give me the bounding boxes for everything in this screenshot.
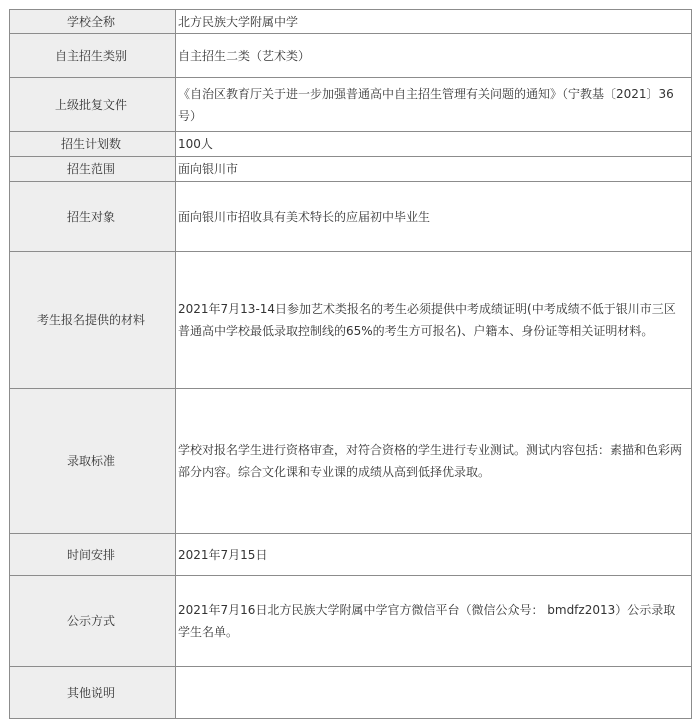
row-label: 自主招生类别 <box>10 34 176 78</box>
row-required-materials <box>10 252 692 389</box>
row-admission-criteria <box>10 389 692 534</box>
row-label: 公示方式 <box>10 576 176 667</box>
row-target-students <box>10 182 692 252</box>
row-value: 面向银川市招收具有美术特长的应届初中毕业生 <box>176 182 692 252</box>
row-value: 2021年7月13-14日参加艺术类报名的考生必须提供中考成绩证明(中考成绩不低于银川市三区普通高中学校最低录取控制线的65%的考生方可报名)、户籍本、身份证等相关证明材料。 <box>176 252 692 389</box>
row-label: 上级批复文件 <box>10 78 176 132</box>
row-value: 2021年7月15日 <box>176 534 692 576</box>
row-label: 学校全称 <box>10 10 176 34</box>
admission-info-table <box>9 9 692 719</box>
row-label: 招生计划数 <box>10 132 176 157</box>
row-value: 北方民族大学附属中学 <box>176 10 692 34</box>
row-approval-document <box>10 78 692 132</box>
row-value: 面向银川市 <box>176 157 692 182</box>
row-label: 考生报名提供的材料 <box>10 252 176 389</box>
row-value: 《自治区教育厅关于进一步加强普通高中自主招生管理有关问题的通知》（宁教基〔2021〕36号） <box>176 78 692 132</box>
row-value <box>176 667 692 719</box>
row-label: 其他说明 <box>10 667 176 719</box>
row-value: 100人 <box>176 132 692 157</box>
row-label: 招生对象 <box>10 182 176 252</box>
row-school-name <box>10 10 692 34</box>
row-value: 学校对报名学生进行资格审查，对符合资格的学生进行专业测试。测试内容包括：素描和色彩两部分内容。综合文化课和专业课的成绩从高到低择优录取。 <box>176 389 692 534</box>
row-enrollment-scope <box>10 157 692 182</box>
row-enrollment-plan <box>10 132 692 157</box>
row-schedule <box>10 534 692 576</box>
row-value: 2021年7月16日北方民族大学附属中学官方微信平台（微信公众号： bmdfz2013）公示录取学生名单。 <box>176 576 692 667</box>
row-label: 招生范围 <box>10 157 176 182</box>
row-publication-method <box>10 576 692 667</box>
row-label: 时间安排 <box>10 534 176 576</box>
row-value: 自主招生二类（艺术类） <box>176 34 692 78</box>
row-label: 录取标准 <box>10 389 176 534</box>
row-other-notes <box>10 667 692 719</box>
row-admission-category <box>10 34 692 78</box>
